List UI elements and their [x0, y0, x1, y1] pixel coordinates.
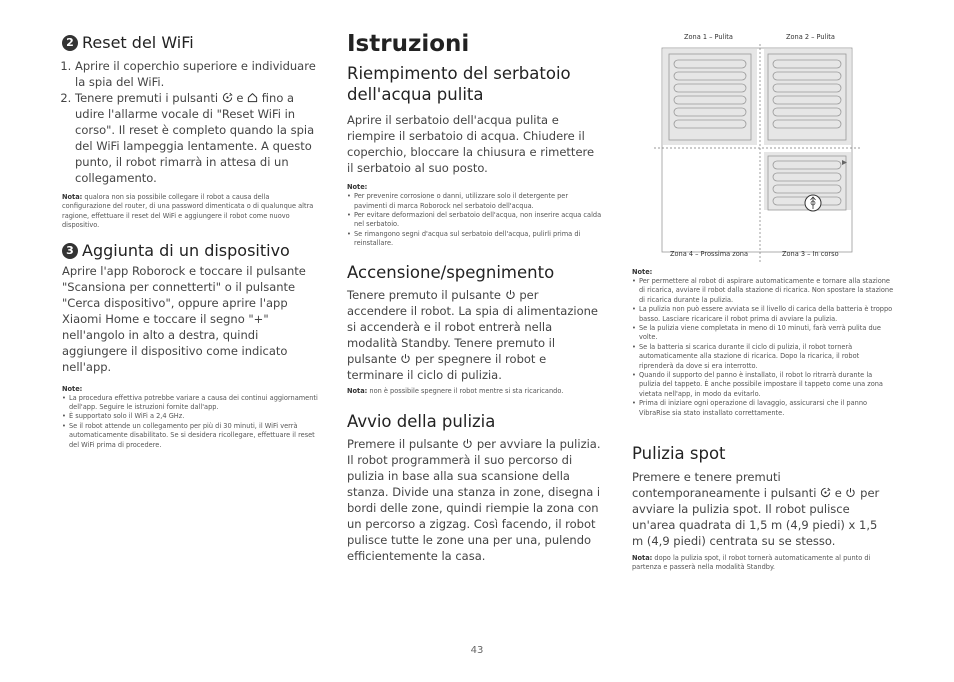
- list-item: • La procedura effettiva potrebbe variare a causa dei continui aggiornamenti dell'app. Seguire le istruzioni fornite dall'app.: [69, 394, 324, 413]
- reset-wifi-steps: [62, 58, 324, 186]
- step-number-badge: 3: [62, 243, 78, 259]
- start-text: Premere il pulsante per avviare la pulizia. Il robot programmerà il suo percorso di pulizia in base alla sua scansione della stanza. Divide una stanza in zone, disegna i bordi delle zone, quindi riempie la zona con un percorso a zigzag. Così facendo, il robot pulisce tutte le zone una per una, pulendo efficientemente la casa.: [347, 437, 601, 564]
- list-item: • Quando il supporto del panno è installato, il robot lo ritrarrà durante la pulizia del tappeto. È anche possibile impostare il tappeto come una zona vietata nell'app, in modo da evitarlo.: [639, 371, 894, 399]
- list-item: • Se rimangono segni d'acqua sul serbatoio dell'acqua, pulirli prima di reinstallare.: [354, 230, 602, 249]
- reset-wifi-note: Nota: qualora non sia possibile collegare il robot a causa della configurazione del router, di una password dimenticata o di qualunque altra ragione, effettuare il reset del WiFi e aggiungere il robot come nuovo dispositivo.: [62, 193, 314, 230]
- list-item: • È supportato solo il WiFi a 2,4 GHz.: [69, 412, 324, 421]
- right-notes-title: Note:: [632, 268, 653, 276]
- page-number: 43: [470, 645, 484, 656]
- middle-column: [347, 31, 602, 564]
- power-note: Nota: non è possibile spegnere il robot mentre si sta ricaricando.: [347, 387, 564, 396]
- left-column: [62, 33, 324, 450]
- tank-notes: [347, 192, 602, 248]
- start-heading: Avvio della pulizia: [347, 411, 496, 431]
- list-item: • Per permettere al robot di aspirare automaticamente e tornare alla stazione di ricarica, avviare il robot dalla stazione di ricarica. Non spostare la stazione di ricarica durante la pulizia.: [639, 277, 894, 305]
- list-item: 2. Tenere premuti i pulsanti e fino a udire l'allarme vocale di "Reset WiFi in corso". Il reset è completo quando la spia del WiFi lampeggia lentamente. A questo punto, il robot rimarrà in attesa di un collegamento.: [75, 90, 324, 186]
- power-icon: [462, 438, 473, 449]
- spot-note: Nota: dopo la pulizia spot, il robot tornerà automaticamente al punto di partenza e passerà nella modalità Standby.: [632, 553, 871, 572]
- tank-notes-title: Note:: [347, 183, 368, 192]
- power-icon: [505, 289, 516, 300]
- list-item: • Se la batteria si scarica durante il ciclo di pulizia, il robot tornerà automaticamente alla stazione di ricarica. Dopo la ricarica, il robot riprenderà da dove si era interrotto.: [639, 343, 894, 371]
- list-item: 1. Aprire il coperchio superiore e individuare la spia del WiFi.: [75, 58, 324, 90]
- zone-map: [632, 44, 862, 264]
- zone-2-label: Zona 2 – Pulita: [786, 33, 835, 41]
- list-item: • Prima di iniziare ogni operazione di lavaggio, assicurarsi che il panno VibraRise sia stato installato correttamente.: [639, 399, 894, 418]
- add-device-text: Aprire l'app Roborock e toccare il pulsante "Scansiona per connetterti" o il pulsante "Cerca dispositivo", oppure aprire l'app Xiaomi Home e toccare il segno "+" nell'angolo in alto a destra, quindi aggiungere il dispositivo come indicato nell'app.: [62, 263, 306, 374]
- step-number-badge: 2: [62, 35, 78, 51]
- zone-3-label: Zona 3 – In corso: [782, 250, 839, 258]
- list-item: • La pulizia non può essere avviata se il livello di carica della batteria è troppo basso. Lasciare ricaricare il robot prima di avviare la pulizia.: [639, 305, 894, 324]
- tank-heading: Riempimento del serbatoio dell'acqua pulita: [347, 64, 571, 104]
- spot-text: Premere e tenere premuti contemporaneamente i pulsanti e per avviare la pulizia spot. Il robot pulisce un'area quadrata di 1,5 m (4,9 piedi) x 1,5 m (4,9 piedi) centrata su se stesso.: [632, 469, 880, 548]
- add-device-notes-title: Note:: [62, 384, 83, 393]
- spot-clean-icon: [222, 92, 233, 103]
- spot-clean-icon: [820, 487, 831, 498]
- page-title: Istruzioni: [347, 31, 470, 57]
- add-device-heading: 3 Aggiunta di un dispositivo: [62, 241, 324, 260]
- list-item: • Se il robot attende un collegamento per più di 30 minuti, il WiFi verrà automaticamente disabilitato. Se si desidera ricollegare, effettuare il reset del WiFi prima di procedere.: [69, 422, 324, 450]
- zone-4-label: Zona 4 – Prossima zona: [670, 250, 748, 258]
- right-notes: [632, 277, 894, 418]
- power-heading: Accensione/spegnimento: [347, 262, 555, 282]
- add-device-notes: [62, 394, 324, 450]
- power-icon: [400, 353, 411, 364]
- zone-1-label: Zona 1 – Pulita: [684, 33, 733, 41]
- power-text: Tenere premuto il pulsante per accendere il robot. La spia di alimentazione si accenderà e il robot entrerà nella modalità Standby. Tenere premuto il pulsante per spegnere il robot e terminare il ciclo di pulizia.: [347, 288, 598, 383]
- reset-wifi-heading: 2 Reset del WiFi: [62, 33, 324, 52]
- zone-diagram: [632, 30, 862, 265]
- list-item: • Per evitare deformazioni del serbatoio dell'acqua, non inserire acqua calda nel serbatoio.: [354, 211, 602, 230]
- right-column: [632, 0, 892, 600]
- power-icon: [845, 487, 856, 498]
- list-item: • Se la pulizia viene completata in meno di 10 minuti, farà verrà pulita due volte.: [639, 324, 894, 343]
- home-icon: [247, 92, 258, 103]
- spot-section: [632, 444, 888, 572]
- tank-text: Aprire il serbatoio dell'acqua pulita e riempire il serbatoio di acqua. Chiudere il coperchio, bloccare la chiusura e rimettere il serbatoio al suo posto.: [347, 113, 595, 176]
- list-item: • Per prevenire corrosione o danni, utilizzare solo il detergente per pavimenti di marca Roborock nel serbatoio dell'acqua.: [354, 192, 602, 211]
- spot-heading: Pulizia spot: [632, 444, 726, 463]
